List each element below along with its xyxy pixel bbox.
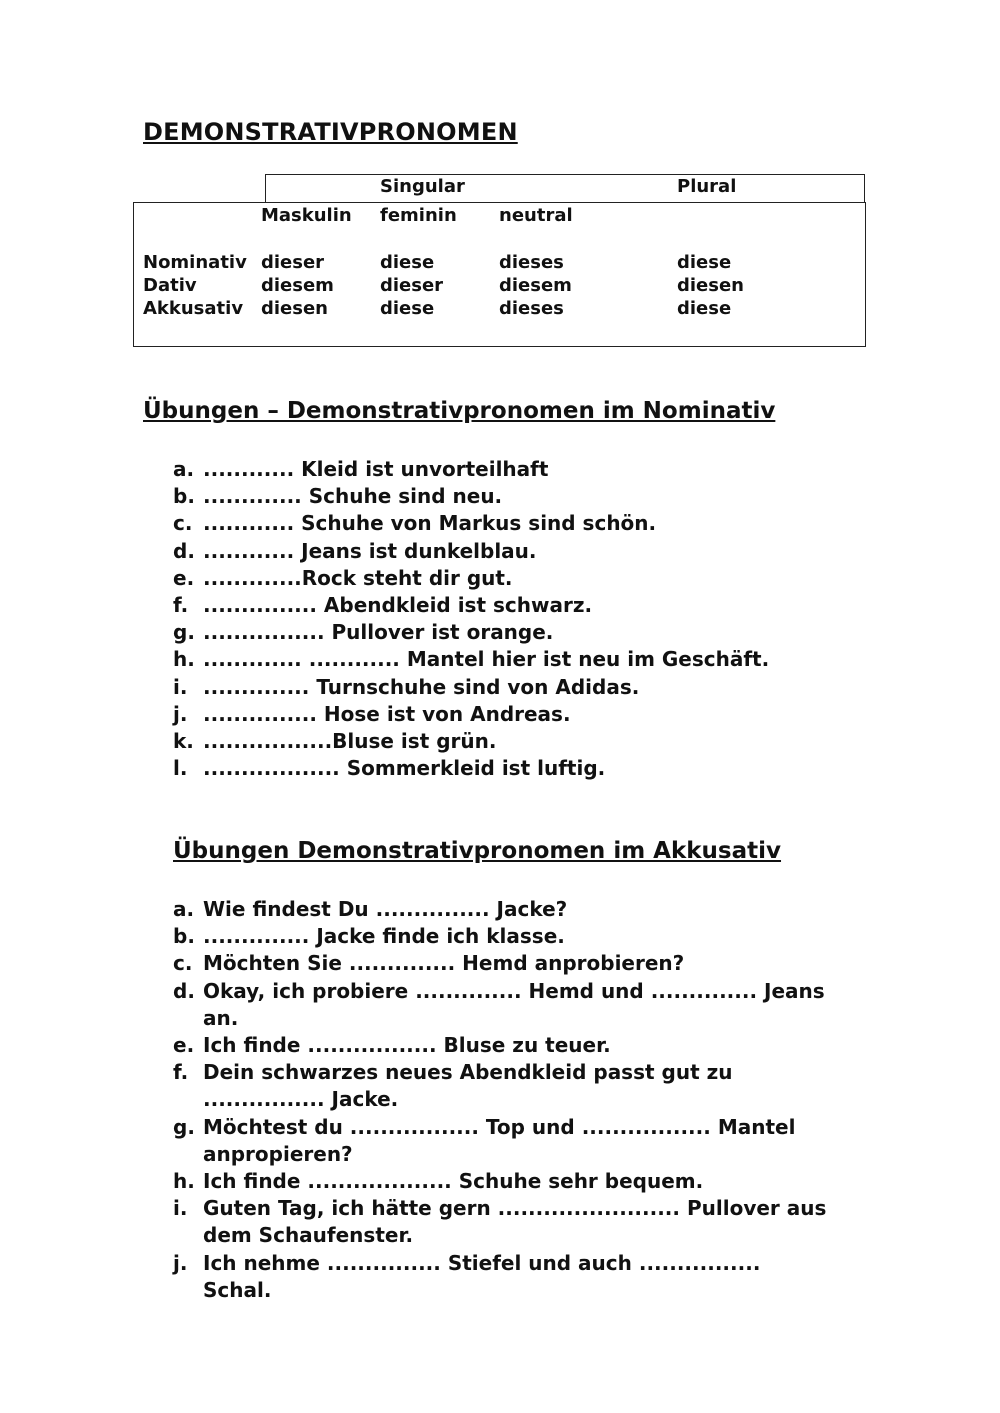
item-label: k.	[173, 729, 194, 754]
item-label: h.	[173, 1169, 195, 1194]
list-item	[173, 728, 833, 755]
list-item	[173, 510, 833, 537]
table-cell: diese	[677, 298, 732, 319]
item-text: ............ Schuhe von Markus sind schön.	[203, 511, 657, 536]
list-item	[173, 1168, 833, 1195]
page-title: DEMONSTRATIVPRONOMEN	[143, 118, 518, 146]
item-text: Wie findest Du ............... Jacke?	[203, 897, 568, 921]
item-text: ............... Hose ist von Andreas.	[203, 701, 571, 726]
list-item	[173, 538, 833, 565]
list-item	[173, 483, 833, 510]
table-cell: diesen	[261, 298, 328, 319]
item-text: Ich nehme ............... Stiefel und auch ................ Schal.	[203, 1250, 761, 1302]
item-text: ............... Abendkleid ist schwarz.	[203, 593, 593, 618]
item-label: j.	[173, 1250, 188, 1275]
item-label: b.	[173, 924, 195, 949]
item-label: d.	[173, 978, 195, 1003]
list-item	[173, 1059, 833, 1113]
item-text: .................Bluse ist grün.	[203, 729, 497, 754]
table-cell: dieser	[380, 275, 444, 296]
header-singular: Singular	[380, 176, 465, 197]
table-cell: dieses	[499, 298, 564, 319]
item-label: b.	[173, 484, 195, 509]
table-cell: diesen	[677, 275, 744, 296]
list-item	[173, 674, 833, 701]
item-label: d.	[173, 538, 195, 563]
item-label: c.	[173, 511, 193, 536]
header-plural: Plural	[677, 176, 737, 197]
header-feminin: feminin	[380, 205, 457, 226]
list-item	[173, 456, 833, 483]
list-item	[173, 978, 833, 1032]
item-text: Ich finde ................. Bluse zu teuer.	[203, 1033, 611, 1058]
item-label: g.	[173, 1114, 195, 1139]
table-cell: diese	[380, 298, 435, 319]
table-cell: diesem	[499, 275, 572, 296]
section-title-nominativ: Übungen – Demonstrativpronomen im Nominativ	[143, 398, 776, 424]
item-label: f.	[173, 593, 189, 618]
exercise-list-akkusativ	[173, 896, 833, 1304]
list-item	[173, 950, 833, 977]
list-item	[173, 565, 833, 592]
item-label: a.	[173, 457, 195, 481]
item-label: c.	[173, 951, 193, 976]
table-cell: diese	[677, 252, 732, 273]
table-cell: dieses	[499, 252, 564, 273]
item-text: Guten Tag, ich hätte gern ........................ Pullover aus dem Schaufenster.	[203, 1196, 827, 1248]
item-text: Möchtest du ................. Top und ................. Mantel anpropieren?	[203, 1114, 796, 1166]
exercise-list-nominativ	[173, 456, 833, 782]
list-item	[173, 646, 833, 673]
list-item	[173, 1114, 833, 1168]
item-label: g.	[173, 620, 195, 645]
item-label: f.	[173, 1060, 189, 1085]
list-item	[173, 896, 833, 923]
item-label: i.	[173, 674, 188, 699]
item-text: ............ Kleid ist unvorteilhaft	[203, 457, 549, 481]
case-label-akkusativ: Akkusativ	[143, 298, 244, 319]
list-item	[173, 1032, 833, 1059]
item-text: .............. Turnschuhe sind von Adidas.	[203, 674, 640, 699]
item-text: Möchten Sie .............. Hemd anprobieren?	[203, 951, 685, 976]
item-label: h.	[173, 647, 195, 672]
item-text: ................ Pullover ist orange.	[203, 620, 554, 645]
list-item	[173, 1195, 833, 1249]
item-label: e.	[173, 565, 195, 590]
list-item	[173, 592, 833, 619]
item-text: Dein schwarzes neues Abendkleid passt gut zu ................ Jacke.	[203, 1060, 733, 1112]
item-label: j.	[173, 701, 188, 726]
header-neutral: neutral	[499, 205, 573, 226]
case-label-nominativ: Nominativ	[143, 252, 247, 273]
item-text: Okay, ich probiere .............. Hemd und .............. Jeans an.	[203, 978, 825, 1030]
table-cell: diese	[380, 252, 435, 273]
section-title-akkusativ: Übungen Demonstrativpronomen im Akkusativ	[173, 838, 782, 864]
list-item	[173, 1250, 833, 1304]
table-cell: dieser	[261, 252, 325, 273]
table-group-header-box	[265, 174, 865, 202]
header-maskulin: Maskulin	[261, 205, 352, 226]
item-label: i.	[173, 1196, 188, 1221]
list-item	[173, 619, 833, 646]
item-label: l.	[173, 756, 188, 781]
list-item	[173, 701, 833, 728]
item-text: ............. ............ Mantel hier ist neu im Geschäft.	[203, 647, 770, 672]
case-label-dativ: Dativ	[143, 275, 197, 296]
item-label: e.	[173, 1033, 195, 1058]
item-text: ............. Schuhe sind neu.	[203, 484, 503, 509]
item-text: ............ Jeans ist dunkelblau.	[203, 538, 537, 563]
item-text: .................. Sommerkleid ist luftig.	[203, 756, 606, 781]
item-text: Ich finde ................... Schuhe sehr bequem.	[203, 1169, 704, 1194]
list-item	[173, 923, 833, 950]
item-text: .............Rock steht dir gut.	[203, 565, 513, 590]
table-cell: diesem	[261, 275, 334, 296]
item-text: .............. Jacke finde ich klasse.	[203, 924, 565, 949]
item-label: a.	[173, 897, 195, 921]
list-item	[173, 755, 833, 782]
